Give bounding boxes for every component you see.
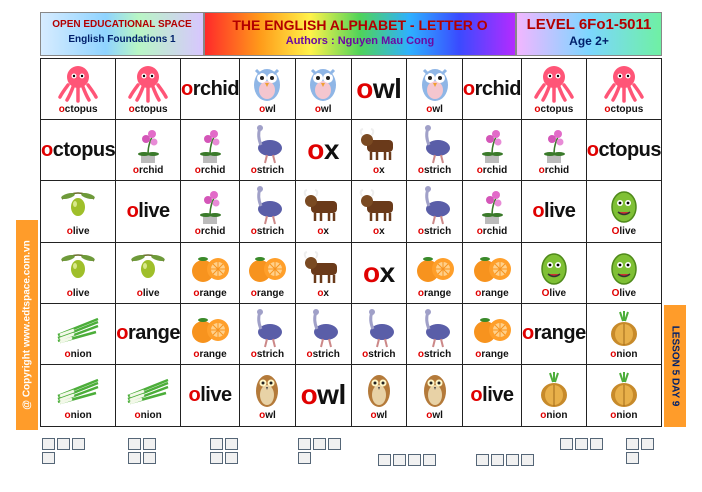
- olive-icon: [124, 247, 172, 287]
- olive-cartoon-icon: [530, 247, 578, 287]
- flashcard-caption: Olive: [541, 287, 567, 299]
- flashcard-caption: ostrich: [250, 348, 285, 360]
- flashcard-ostrich: [407, 120, 463, 181]
- flashcard-octopus: [587, 59, 661, 120]
- header-center-panel: [204, 12, 516, 56]
- flashcard-owl: [407, 59, 463, 120]
- flashcard-word: orange: [522, 322, 586, 345]
- thumbnail-group-ox[interactable]: [476, 454, 534, 466]
- flashcard-owl: [296, 59, 352, 120]
- thumbnail-card: [57, 438, 70, 450]
- flashcard-ox: [352, 181, 408, 242]
- flashcard-word: orchid: [462, 77, 522, 100]
- thumbnail-card: [313, 438, 326, 450]
- flashcard-grid: [40, 58, 662, 427]
- ostrich-icon: [411, 308, 459, 348]
- flashcard-ostrich: [407, 304, 463, 365]
- flashcard-ostrich: [407, 181, 463, 242]
- olive-icon: [54, 185, 102, 225]
- thumbnail-card: [143, 438, 156, 450]
- flashcard-orange: [463, 304, 522, 365]
- header-left-panel: [40, 12, 204, 56]
- flashcard-word: owl: [356, 73, 402, 105]
- ostrich-icon: [243, 124, 291, 164]
- flashcard-caption: ostrich: [306, 348, 340, 360]
- green-onion-icon: [54, 308, 102, 348]
- flashcard-caption: ostrich: [417, 348, 452, 360]
- olive-icon: [54, 247, 102, 287]
- thumbnail-card: [476, 454, 489, 466]
- flashcard-octopus: [522, 59, 587, 120]
- orchid-icon: [186, 124, 234, 164]
- flashcard-word: olive: [532, 199, 576, 222]
- thumbnail-card: [378, 454, 391, 466]
- flashcard-ostrich: [296, 304, 352, 365]
- orchid-icon: [530, 124, 578, 164]
- flashcard-orange: [116, 304, 181, 365]
- flashcard-owl: [352, 59, 408, 120]
- page-title: THE ENGLISH ALPHABET - LETTER O: [232, 17, 488, 33]
- flashcard-caption: owl: [259, 104, 276, 116]
- thumbnail-card: [641, 438, 654, 450]
- flashcard-word: orange: [116, 322, 180, 345]
- flashcard-orchid: [522, 120, 587, 181]
- flashcard-caption: owl: [370, 410, 388, 422]
- flashcard-onion: [116, 365, 181, 426]
- ox-icon: [355, 185, 403, 225]
- thumbnail-card: [128, 438, 141, 450]
- flashcard-ostrich: [240, 304, 296, 365]
- ostrich-icon: [411, 124, 459, 164]
- flashcard-orchid: [181, 59, 240, 120]
- flashcard-onion: [587, 304, 661, 365]
- octopus-icon: [600, 63, 648, 103]
- level-label: LEVEL 6Fo1-5011: [526, 16, 652, 33]
- ostrich-icon: [355, 308, 403, 348]
- olive-cartoon-icon: [600, 247, 648, 287]
- flashcard-olive: [522, 243, 587, 304]
- orchid-icon: [468, 185, 516, 225]
- flashcard-caption: onion: [610, 348, 638, 360]
- thumbnail-card: [328, 438, 341, 450]
- ox-icon: [355, 124, 403, 164]
- flashcard-owl: [296, 365, 352, 426]
- copyright-tab: [16, 220, 38, 430]
- flashcard-onion: [41, 365, 116, 426]
- thumbnail-card: [560, 438, 573, 450]
- thumbnail-card: [298, 438, 311, 450]
- flashcard-olive: [116, 181, 181, 242]
- thumbnail-card: [408, 454, 421, 466]
- flashcard-octopus: [116, 59, 181, 120]
- flashcard-ox: [296, 120, 352, 181]
- thumbnail-strip: [40, 436, 670, 476]
- flashcard-caption: olive: [136, 287, 160, 299]
- thumbnail-card: [143, 452, 156, 464]
- owl-icon: [299, 63, 347, 103]
- flashcard-caption: olive: [66, 287, 90, 299]
- orange-icon: [411, 247, 459, 287]
- flashcard-orchid: [116, 120, 181, 181]
- flashcard-orange: [522, 304, 587, 365]
- flashcard-word: olive: [188, 383, 232, 406]
- thumbnail-group-olive[interactable]: [128, 438, 156, 464]
- flashcard-orange: [240, 243, 296, 304]
- flashcard-caption: orange: [475, 287, 509, 299]
- flashcard-octopus: [587, 120, 661, 181]
- header-org-title: OPEN EDUCATIONAL SPACE: [52, 19, 192, 30]
- age-label: Age 2+: [569, 34, 609, 48]
- owl-icon: [411, 63, 459, 103]
- flashcard-word: owl: [300, 379, 346, 411]
- flashcard-caption: octopus: [128, 104, 168, 116]
- orange-icon: [186, 247, 234, 287]
- flashcard-caption: orchid: [132, 165, 164, 177]
- ostrich-icon: [299, 308, 347, 348]
- flashcard-orange: [181, 304, 240, 365]
- orchid-icon: [186, 185, 234, 225]
- flashcard-octopus: [41, 59, 116, 120]
- flashcard-caption: ostrich: [250, 226, 285, 238]
- flashcard-orange: [407, 243, 463, 304]
- flashcard-orange: [181, 243, 240, 304]
- flashcard-caption: olive: [66, 226, 90, 238]
- thumbnail-group-orchid[interactable]: [42, 438, 85, 464]
- orange-icon: [468, 247, 516, 287]
- flashcard-orchid: [463, 181, 522, 242]
- ostrich-icon: [411, 185, 459, 225]
- flashcard-word: octopus: [586, 138, 661, 161]
- octopus-icon: [124, 63, 172, 103]
- flashcard-owl: [407, 365, 463, 426]
- flashcard-caption: ox: [373, 165, 385, 177]
- flashcard-ox: [296, 181, 352, 242]
- lesson-tab: [664, 305, 686, 427]
- thumbnail-card: [225, 438, 238, 450]
- flashcard-word: ox: [307, 134, 339, 166]
- thumbnail-card: [506, 454, 519, 466]
- brown-owl-icon: [243, 369, 291, 409]
- flashcard-word: ox: [363, 256, 395, 288]
- orange-icon: [186, 308, 234, 348]
- flashcard-caption: owl: [426, 104, 443, 116]
- thumbnail-card: [491, 454, 504, 466]
- flashcard-caption: orchid: [476, 226, 508, 238]
- thumbnail-card: [210, 452, 223, 464]
- flashcard-caption: octopus: [604, 104, 644, 116]
- thumbnail-card: [521, 454, 534, 466]
- octopus-icon: [530, 63, 578, 103]
- ox-icon: [299, 247, 347, 287]
- flashcard-onion: [522, 365, 587, 426]
- flashcard-caption: ox: [317, 287, 329, 299]
- orange-icon: [468, 308, 516, 348]
- thumbnail-card: [42, 438, 55, 450]
- flashcard-caption: onion: [64, 410, 92, 422]
- flashcard-caption: orchid: [538, 165, 570, 177]
- flashcard-caption: octopus: [534, 104, 574, 116]
- thumbnail-card: [393, 454, 406, 466]
- flashcard-ox: [296, 243, 352, 304]
- flashcard-olive: [587, 181, 661, 242]
- flashcard-caption: orchid: [476, 165, 508, 177]
- flashcard-word: olive: [126, 199, 170, 222]
- thumbnail-card: [128, 452, 141, 464]
- flashcard-olive: [463, 365, 522, 426]
- flashcard-caption: orchid: [194, 165, 226, 177]
- flashcard-caption: ox: [317, 226, 329, 238]
- header-course-title: English Foundations 1: [68, 34, 176, 45]
- thumbnail-card: [72, 438, 85, 450]
- thumbnail-card: [626, 452, 639, 464]
- flashcard-caption: owl: [426, 410, 443, 422]
- flashcard-caption: onion: [64, 348, 92, 360]
- flashcard-caption: onion: [610, 410, 638, 422]
- authors-label: Authors : Nguyen Mau Cong: [285, 35, 435, 47]
- flashcard-caption: orange: [417, 287, 452, 299]
- onion-bulb-icon: [600, 369, 648, 409]
- thumbnail-group-owl[interactable]: [378, 454, 436, 466]
- thumbnail-card: [225, 452, 238, 464]
- flashcard-olive: [116, 243, 181, 304]
- onion-bulb-icon: [530, 369, 578, 409]
- flashcard-ostrich: [240, 120, 296, 181]
- flashcard-word: orchid: [180, 77, 240, 100]
- brown-owl-icon: [355, 369, 403, 409]
- flashcard-ostrich: [352, 304, 408, 365]
- flashcard-olive: [522, 181, 587, 242]
- thumbnail-group-ostrich[interactable]: [560, 438, 603, 450]
- orchid-icon: [124, 124, 172, 164]
- flashcard-word: octopus: [41, 138, 116, 161]
- ox-icon: [299, 185, 347, 225]
- flashcard-caption: owl: [259, 410, 276, 422]
- flashcard-ox: [352, 243, 408, 304]
- thumbnail-card: [423, 454, 436, 466]
- thumbnail-card: [42, 452, 55, 464]
- thumbnail-card: [575, 438, 588, 450]
- header-banner: [40, 12, 662, 56]
- thumbnail-group-octopus[interactable]: [626, 438, 654, 464]
- thumbnail-group-orange[interactable]: [210, 438, 238, 464]
- onion-bulb-icon: [600, 308, 648, 348]
- flashcard-onion: [587, 365, 661, 426]
- flashcard-word: olive: [470, 383, 514, 406]
- flashcard-olive: [41, 181, 116, 242]
- flashcard-caption: Olive: [611, 226, 637, 238]
- flashcard-caption: orange: [475, 348, 509, 360]
- flashcard-orchid: [181, 120, 240, 181]
- header-right-panel: [516, 12, 662, 56]
- orchid-icon: [468, 124, 516, 164]
- flashcard-olive: [181, 365, 240, 426]
- flashcard-caption: ostrich: [417, 226, 452, 238]
- flashcard-octopus: [41, 120, 116, 181]
- flashcard-caption: orchid: [194, 226, 226, 238]
- flashcard-onion: [41, 304, 116, 365]
- flashcard-caption: ostrich: [362, 348, 396, 360]
- flashcard-owl: [240, 59, 296, 120]
- flashcard-caption: ostrich: [417, 165, 452, 177]
- flashcard-caption: onion: [134, 410, 162, 422]
- flashcard-caption: onion: [540, 410, 568, 422]
- flashcard-olive: [41, 243, 116, 304]
- flashcard-caption: ox: [373, 226, 385, 238]
- flashcard-caption: orange: [250, 287, 285, 299]
- thumbnail-card: [210, 438, 223, 450]
- flashcard-orchid: [463, 59, 522, 120]
- olive-cartoon-icon: [600, 185, 648, 225]
- thumbnail-card: [590, 438, 603, 450]
- flashcard-olive: [587, 243, 661, 304]
- flashcard-orange: [463, 243, 522, 304]
- flashcard-owl: [240, 365, 296, 426]
- thumbnail-card: [626, 438, 639, 450]
- flashcard-caption: octopus: [58, 104, 98, 116]
- flashcard-ostrich: [240, 181, 296, 242]
- green-onion-icon: [124, 369, 172, 409]
- flashcard-orchid: [463, 120, 522, 181]
- flashcard-caption: owl: [314, 104, 332, 116]
- owl-icon: [243, 63, 291, 103]
- brown-owl-icon: [411, 369, 459, 409]
- lesson-text: LESSON 5 DAY 9: [669, 325, 681, 407]
- flashcard-caption: orange: [193, 287, 227, 299]
- ostrich-icon: [243, 185, 291, 225]
- flashcard-ox: [352, 120, 408, 181]
- copyright-text: @ Copyright www.edtspace.com.vn: [21, 240, 33, 410]
- flashcard-orchid: [181, 181, 240, 242]
- flashcard-caption: ostrich: [250, 165, 285, 177]
- thumbnail-card: [298, 452, 311, 464]
- flashcard-caption: orange: [193, 348, 227, 360]
- thumbnail-group-onion[interactable]: [298, 438, 341, 464]
- green-onion-icon: [54, 369, 102, 409]
- octopus-icon: [54, 63, 102, 103]
- flashcard-owl: [352, 365, 408, 426]
- ostrich-icon: [243, 308, 291, 348]
- flashcard-caption: Olive: [611, 287, 637, 299]
- orange-icon: [243, 247, 291, 287]
